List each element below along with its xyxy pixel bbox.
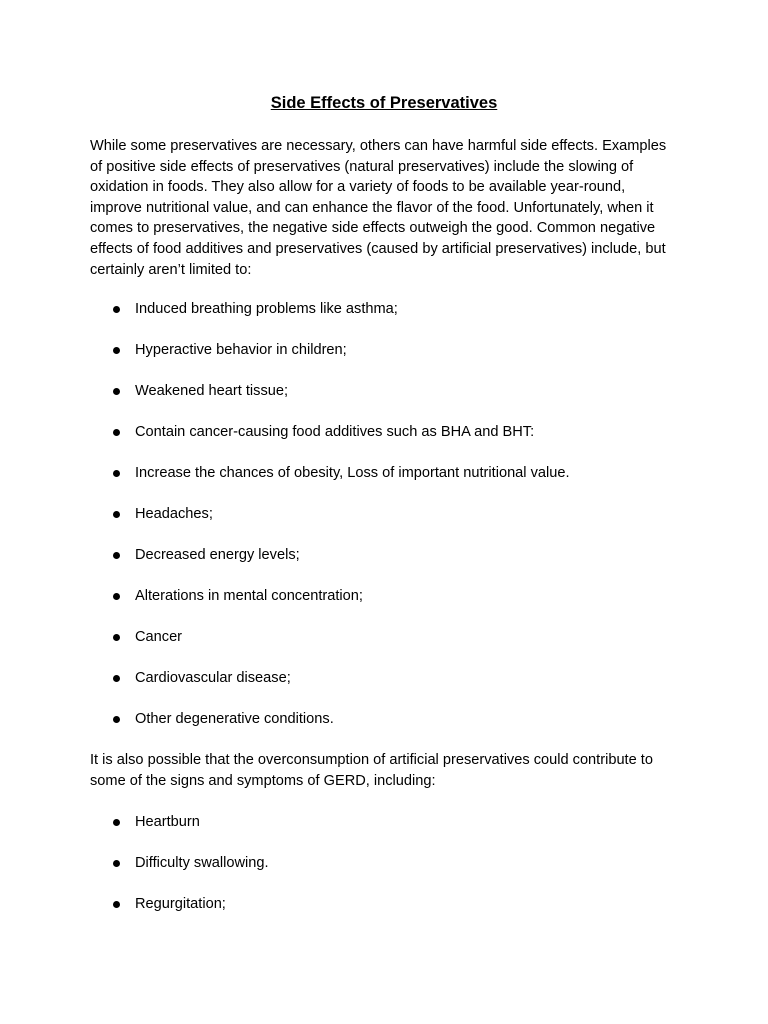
gerd-paragraph: It is also possible that the overconsumption of artificial preservatives could contribute to some of the signs and symptoms of GERD, including: (90, 752, 653, 789)
list-item-text: Contain cancer-causing food additives such as BHA and BHT: (135, 424, 535, 440)
list-item-text: Increase the chances of obesity, Loss of important nutritional value. (135, 465, 570, 481)
bullet-icon (113, 347, 120, 354)
list-item (90, 709, 680, 750)
bullet-icon (113, 901, 120, 908)
list-item (90, 422, 680, 463)
list-item (90, 545, 680, 586)
list-item (90, 340, 680, 381)
list-item-text: Regurgitation; (135, 896, 226, 912)
bullet-icon (113, 675, 120, 682)
list-item-text: Cancer (135, 629, 183, 645)
list-item-text: Other degenerative conditions. (135, 711, 334, 727)
bullet-icon (113, 306, 120, 313)
side-effects-list (90, 299, 680, 750)
list-item-text: Alterations in mental concentration; (135, 588, 363, 604)
bullet-icon (113, 429, 120, 436)
intro-paragraph: While some preservatives are necessary, others can have harmful side effects. Examples of positive side effects of preservatives (natural preservatives) include the slowing of oxidation in foods. They also allow for a variety of foods to be available year-round, improve nutritional value, and can enhance the flavor of the food. Unfortunately, when it comes to preservatives, the negative side effects outweigh the good. Common negative effects of food additives and preservatives (caused by artificial preservatives) include, but certainly aren’t limited to: (90, 138, 667, 278)
list-item (90, 668, 680, 709)
bullet-icon (113, 511, 120, 518)
list-item (90, 586, 680, 627)
list-item (90, 381, 680, 422)
bullet-icon (113, 819, 120, 826)
list-item-text: Difficulty swallowing. (135, 855, 269, 871)
gerd-symptoms-list (90, 812, 680, 935)
list-item (90, 504, 680, 545)
list-item (90, 299, 680, 340)
list-item (90, 812, 680, 853)
list-item-text: Cardiovascular disease; (135, 670, 291, 686)
list-item (90, 853, 680, 894)
list-item-text: Induced breathing problems like asthma; (135, 301, 398, 317)
bullet-icon (113, 634, 120, 641)
list-item (90, 463, 680, 504)
list-item-text: Headaches; (135, 506, 213, 522)
bullet-icon (113, 552, 120, 559)
bullet-icon (113, 388, 120, 395)
list-item-text: Weakened heart tissue; (135, 383, 289, 399)
list-item-text: Decreased energy levels; (135, 547, 300, 563)
bullet-icon (113, 716, 120, 723)
list-item (90, 627, 680, 668)
bullet-icon (113, 860, 120, 867)
document-title: Side Effects of Preservatives (270, 94, 498, 112)
list-item-text: Heartburn (135, 814, 200, 830)
list-item-text: Hyperactive behavior in children; (135, 342, 347, 358)
list-item (90, 894, 680, 935)
bullet-icon (113, 470, 120, 477)
bullet-icon (113, 593, 120, 600)
